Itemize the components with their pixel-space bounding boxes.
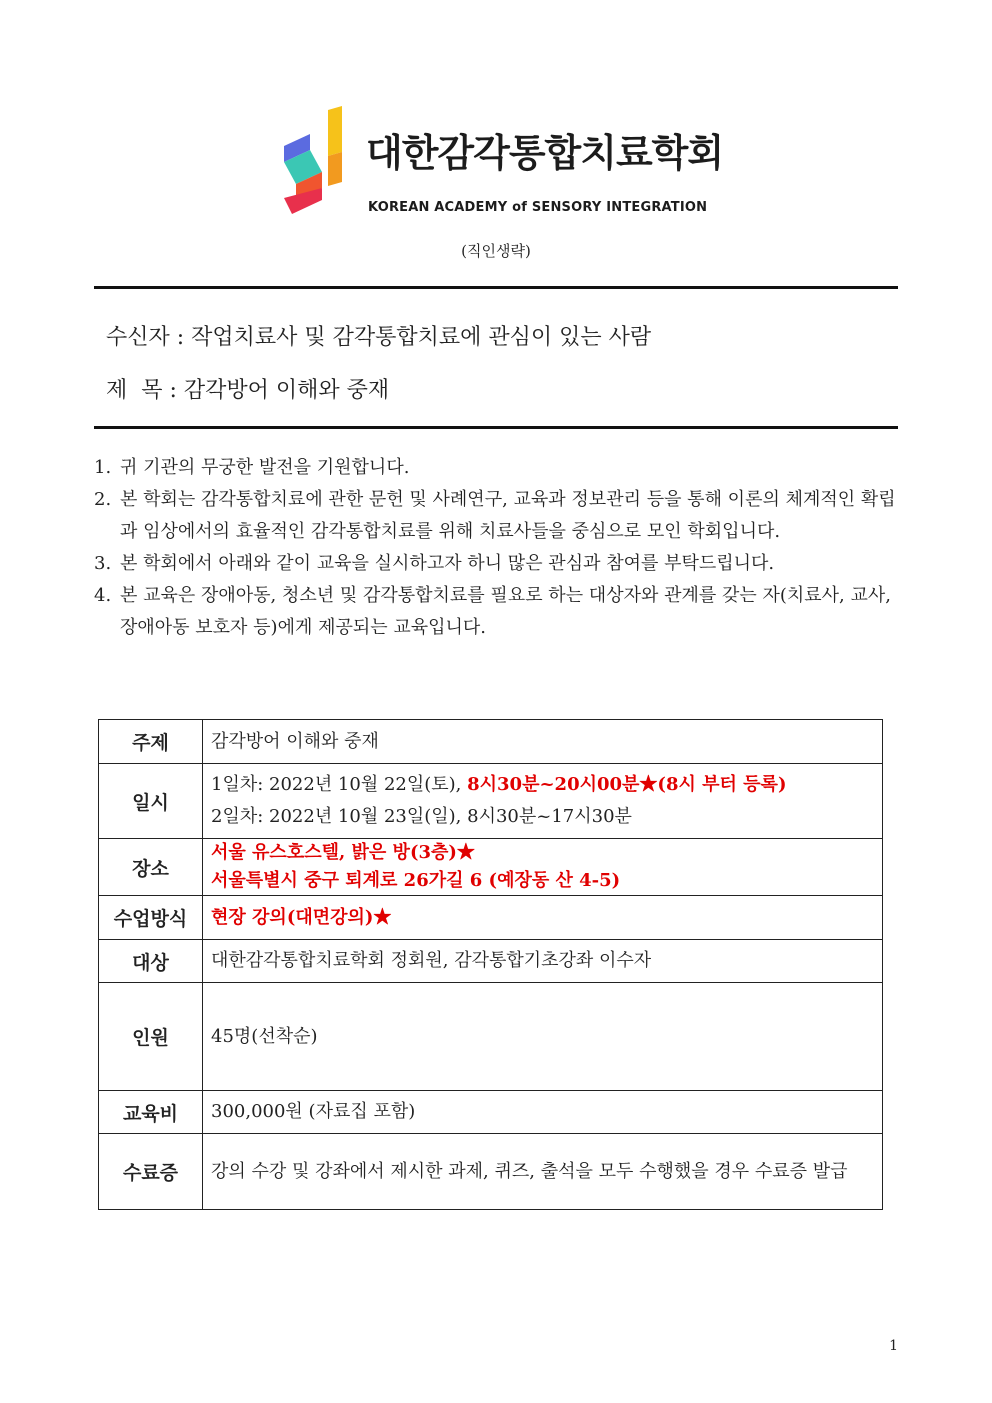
recipient-label: 수신자 : — [106, 325, 185, 350]
fee-label: 교육비 — [99, 1091, 203, 1134]
schedule-day1 — [211, 769, 874, 801]
place-address: 서울특별시 중구 퇴계로 26가길 6 (예장동 산 4-5) — [211, 870, 621, 891]
top-divider — [94, 286, 898, 289]
table-row-capacity — [99, 983, 883, 1091]
logo-title-english: KOREAN ACADEMY of SENSORY INTEGRATION — [368, 200, 708, 215]
place-value — [203, 839, 883, 896]
body-item-text: 본 학회에서 아래와 같이 교육을 실시하고자 하니 많은 관심과 참여를 부탁드립니다. — [120, 553, 775, 574]
body-item-number: 4. — [94, 585, 112, 606]
body-item — [94, 452, 904, 484]
topic-value: 감각방어 이해와 중재 — [203, 720, 883, 764]
table-row-topic — [99, 720, 883, 764]
body-item-number: 2. — [94, 489, 112, 510]
target-label: 대상 — [99, 940, 203, 983]
subject-label: 제 목 : — [106, 378, 177, 403]
schedule-value — [203, 764, 883, 839]
body-item-number: 3. — [94, 553, 112, 574]
recipient-value: 작업치료사 및 감각통합치료에 관심이 있는 사람 — [191, 325, 652, 350]
logo-mark-icon — [282, 106, 352, 218]
target-value: 대한감각통합치료학회 정회원, 감각통합기초강좌 이수자 — [203, 940, 883, 983]
body-item-text: 본 학회는 감각통합치료에 관한 문헌 및 사례연구, 교육과 정보관리 등을 통해 이론의 체계적인 확립과 임상에서의 효율적인 감각통합치료를 위해 치료사들을 중심으로 모인 학회입니다. — [120, 489, 896, 542]
schedule-label: 일시 — [99, 764, 203, 839]
body-item — [94, 484, 904, 548]
certificate-value: 강의 수강 및 강좌에서 제시한 과제, 퀴즈, 출석을 모두 수행했을 경우 수료증 발급 — [203, 1134, 883, 1210]
body-item-text: 본 교육은 장애아동, 청소년 및 감각통합치료를 필요로 하는 대상자와 관계를 갖는 자(치료사, 교사, 장애아동 보호자 등)에게 제공되는 교육입니다. — [120, 585, 891, 638]
body-item-text: 귀 기관의 무궁한 발전을 기원합니다. — [120, 457, 410, 478]
table-row-target — [99, 940, 883, 983]
table-row-schedule — [99, 764, 883, 839]
place-label: 장소 — [99, 839, 203, 896]
capacity-label: 인원 — [99, 983, 203, 1091]
letter-body — [94, 452, 904, 644]
body-item — [94, 580, 904, 644]
table-row-method — [99, 896, 883, 940]
table-row-certificate — [99, 1134, 883, 1210]
method-value: 현장 강의(대면강의)★ — [203, 896, 883, 940]
subject-line — [106, 373, 389, 404]
method-label: 수업방식 — [99, 896, 203, 940]
schedule-day1-time: 8시30분~20시00분★(8시 부터 등록) — [467, 774, 787, 795]
academy-logo — [282, 106, 722, 218]
body-item-number: 1. — [94, 457, 112, 478]
recipient-line — [106, 320, 651, 351]
seal-omitted-note: (직인생략) — [461, 242, 531, 260]
place-venue: 서울 유스호스텔, 밝은 방(3층)★ — [211, 842, 475, 863]
body-item — [94, 548, 904, 580]
subject-value: 감각방어 이해와 중재 — [183, 378, 390, 403]
logo-title-korean: 대한감각통합치료학회 — [366, 131, 724, 175]
page-number: 1 — [889, 1338, 898, 1354]
bottom-divider — [94, 426, 898, 429]
fee-value: 300,000원 (자료집 포함) — [203, 1091, 883, 1134]
table-row-place — [99, 839, 883, 896]
schedule-day1-date: 1일차: 2022년 10월 22일(토), — [211, 774, 468, 795]
course-info-table — [98, 719, 883, 1210]
schedule-day2: 2일차: 2022년 10월 23일(일), 8시30분~17시30분 — [211, 806, 632, 827]
topic-label: 주제 — [99, 720, 203, 764]
certificate-label: 수료증 — [99, 1134, 203, 1210]
capacity-value: 45명(선착순) — [203, 983, 883, 1091]
table-row-fee — [99, 1091, 883, 1134]
